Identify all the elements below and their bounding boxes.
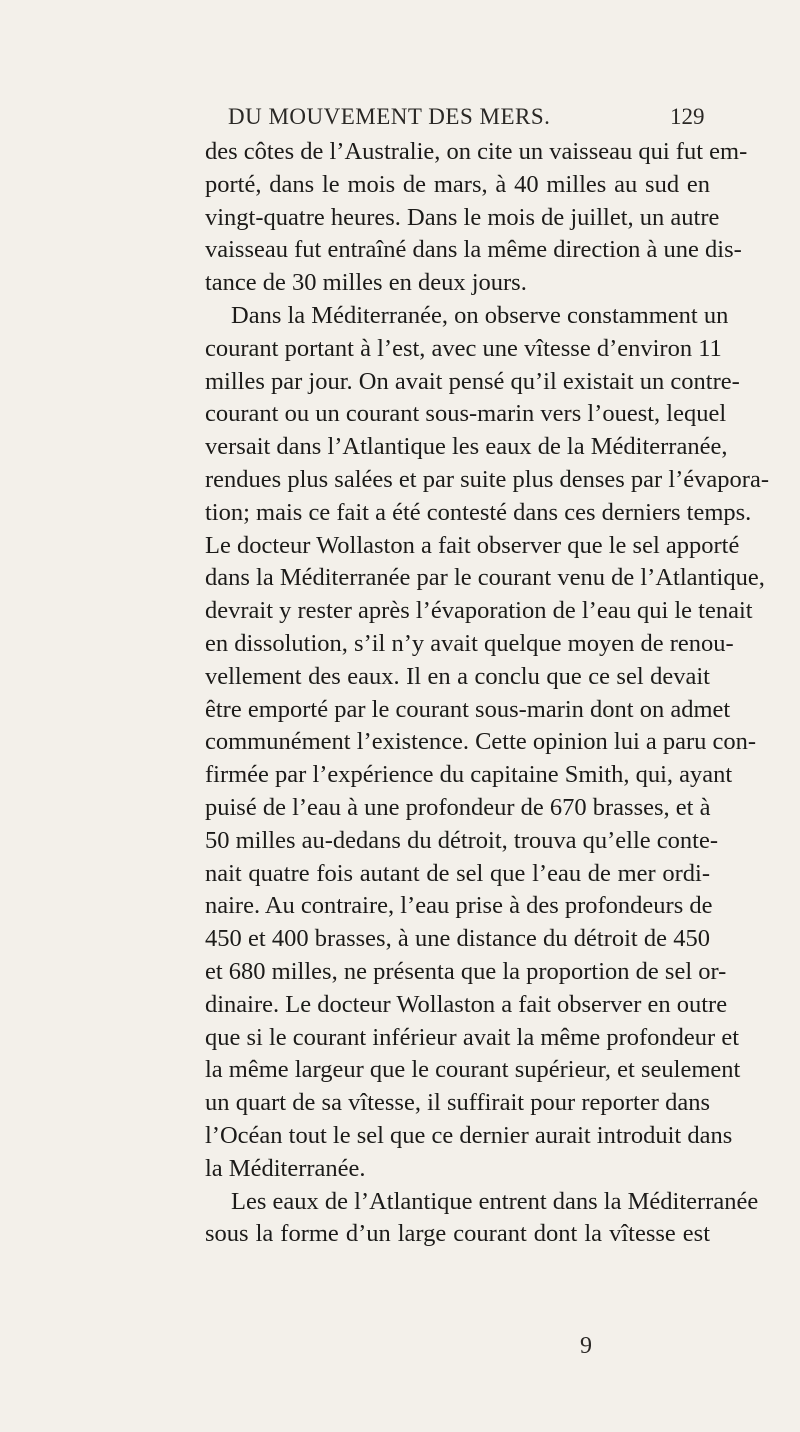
text-line: courant ou un courant sous-marin vers l’ouest, lequel (205, 400, 727, 428)
text-line: être emporté par le courant sous-marin dont on admet (205, 695, 731, 723)
text-line: nait quatre fois autant de sel que l’eau de mer ordi- (205, 859, 710, 887)
text-line: un quart de sa vîtesse, il suffirait pour reporter dans (205, 1089, 710, 1117)
page-number: 129 (670, 104, 705, 129)
text-line: vaisseau fut entraîné dans la même direction à une dis- (205, 236, 742, 264)
text-line: 450 et 400 brasses, à une distance du détroit de 450 (205, 925, 710, 953)
text-line: la Méditerranée. (205, 1154, 366, 1182)
text-line: et 680 milles, ne présenta que la proportion de sel or- (205, 957, 727, 985)
text-line: tion; mais ce fait a été contesté dans ces derniers temps. (205, 498, 752, 526)
text-line: rendues plus salées et par suite plus denses par l’évapora- (205, 465, 769, 493)
paragraph-start: Les eaux de l’Atlantique entrent dans la Méditerranée (231, 1187, 759, 1215)
text-line: sous la forme d’un large courant dont la vîtesse est (205, 1220, 710, 1248)
text-line: Le docteur Wollaston a fait observer que le sel apporté (205, 531, 740, 559)
running-title: DU MOUVEMENT DES MERS. (228, 104, 551, 129)
text-line: dinaire. Le docteur Wollaston a fait observer en outre (205, 990, 728, 1018)
text-line: 50 milles au-dedans du détroit, trouva qu’elle conte- (205, 826, 718, 854)
text-line: vellement des eaux. Il en a conclu que ce sel devait (205, 662, 710, 690)
body-text (205, 136, 769, 1251)
text-line: vingt-quatre heures. Dans le mois de juillet, un autre (205, 203, 720, 231)
text-line: versait dans l’Atlantique les eaux de la Méditerranée, (205, 433, 728, 461)
text-line: l’Océan tout le sel que ce dernier aurait introduit dans (205, 1121, 733, 1149)
text-line: la même largeur que le courant supérieur, et seulement (205, 1056, 741, 1084)
text-line: courant portant à l’est, avec une vîtesse d’environ 11 (205, 334, 722, 362)
signature-mark: 9 (580, 1333, 592, 1359)
text-line: devrait y rester après l’évaporation de l’eau qui le tenait (205, 597, 753, 625)
text-line: en dissolution, s’il n’y avait quelque moyen de renou- (205, 629, 734, 657)
text-line: milles par jour. On avait pensé qu’il existait un contre- (205, 367, 740, 395)
text-line: que si le courant inférieur avait la même profondeur et (205, 1023, 740, 1051)
text-line: tance de 30 milles en deux jours. (205, 269, 527, 297)
text-line: porté, dans le mois de mars, à 40 milles au sud en (205, 170, 710, 198)
text-line: naire. Au contraire, l’eau prise à des profondeurs de (205, 892, 713, 920)
text-line: communément l’existence. Cette opinion lui a paru con- (205, 728, 757, 756)
text-line: firmée par l’expérience du capitaine Smith, qui, ayant (205, 761, 733, 789)
text-line: dans la Méditerranée par le courant venu de l’Atlantique, (205, 564, 765, 592)
text-line: des côtes de l’Australie, on cite un vaisseau qui fut em- (205, 138, 748, 165)
text-line: puisé de l’eau à une profondeur de 670 brasses, et à (205, 793, 711, 821)
paragraph-start: Dans la Méditerranée, on observe constamment un (231, 301, 729, 329)
